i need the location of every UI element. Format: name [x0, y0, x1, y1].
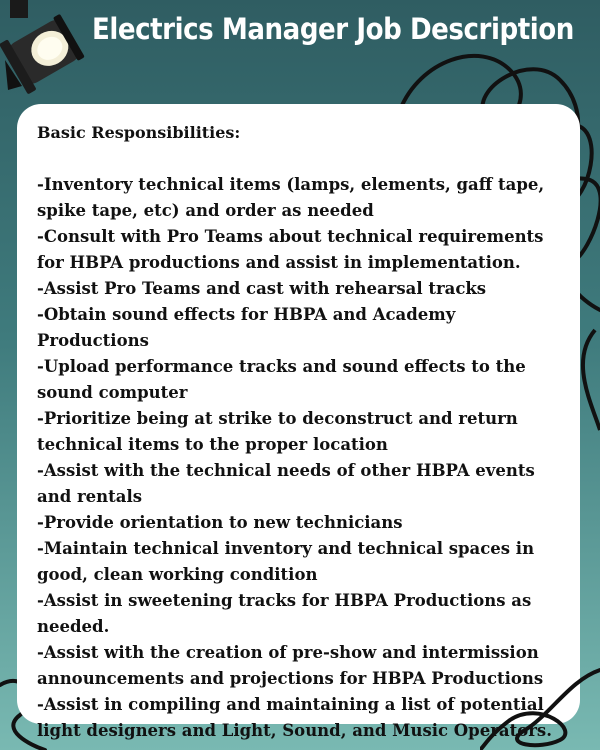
list-item: -Provide orientation to new technicians [37, 513, 403, 532]
list-item: -Prioritize being at strike to deconstruct and return technical items to the proper location [37, 409, 518, 454]
description-card [17, 104, 580, 740]
list-item: -Assist with the creation of pre-show and intermission announcements and projections for HBPA Productions [37, 643, 544, 688]
list-item: -Assist Pro Teams and cast with rehearsal tracks [37, 279, 487, 298]
list-item: -Assist with the technical needs of other HBPA events and rentals [37, 461, 535, 506]
spotlight-icon [0, 0, 100, 95]
list-item: -Inventory technical items (lamps, elements, gaff tape, spike tape, etc) and order as needed [37, 175, 545, 220]
list-item: -Upload performance tracks and sound effects to the sound computer [37, 357, 526, 402]
list-item: -Maintain technical inventory and technical spaces in good, clean working condition [37, 539, 535, 584]
responsibilities-list [37, 172, 560, 744]
list-item: -Obtain sound effects for HBPA and Academy Productions [37, 305, 456, 350]
page-title: Electrics Manager Job Description [92, 12, 574, 46]
list-item: -Assist in sweetening tracks for HBPA Productions as needed. [37, 591, 532, 636]
list-item: -Assist in compiling and maintaining a list of potential light designers and Light, Sound, and Music Operators. [37, 695, 552, 740]
list-item: -Consult with Pro Teams about technical requirements for HBPA productions and assist in implementation. [37, 227, 544, 272]
section-heading: Basic Responsibilities: [37, 123, 241, 142]
